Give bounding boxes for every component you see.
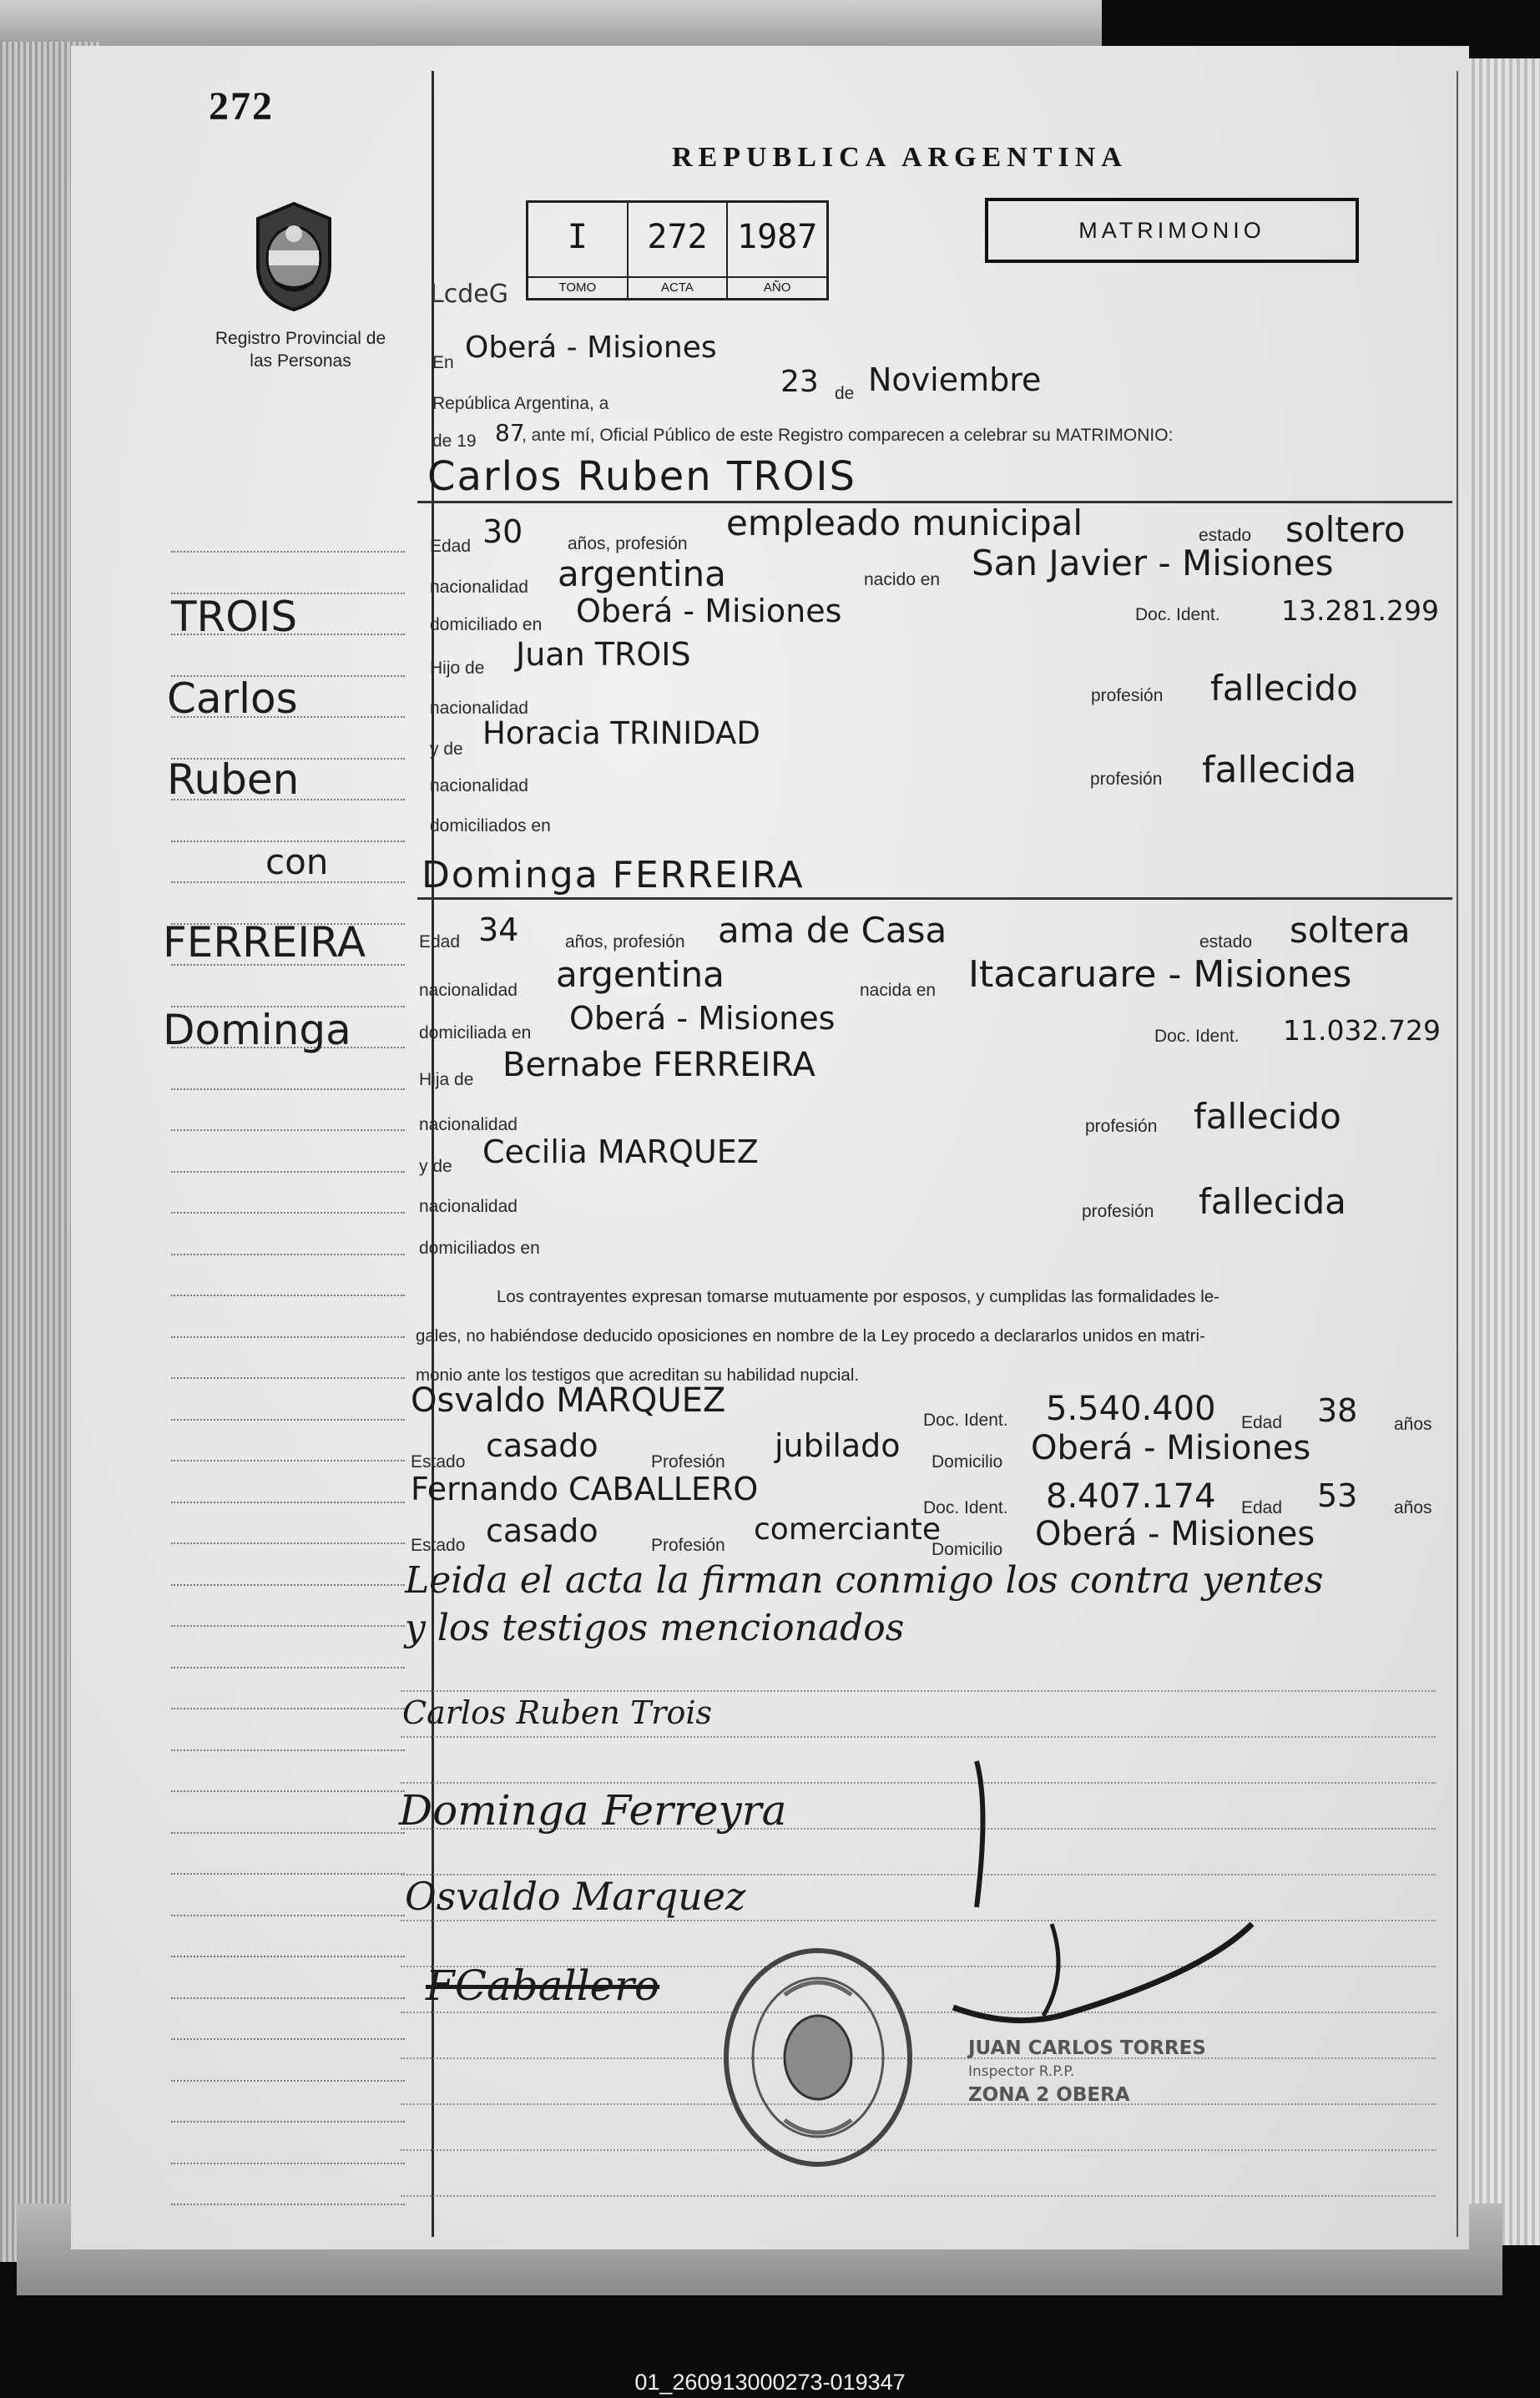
witness-1-profession: jubilado	[775, 1427, 901, 1464]
bride-mother-nac-label: nacionalidad	[419, 1197, 518, 1216]
de-label: de	[835, 384, 855, 403]
margin-surname-groom: TROIS	[171, 593, 298, 641]
signature-ruled-line	[401, 2195, 1436, 2197]
witness-2-domicilio-label: Domicilio	[932, 1540, 1003, 1559]
bride-father-label: Hija de	[419, 1070, 474, 1089]
groom-father-profession: fallecido	[1210, 668, 1358, 709]
margin-ruled-line	[171, 1129, 405, 1131]
tomo-value: I	[567, 218, 588, 256]
bride-parents-dom-label: domiciliados en	[419, 1239, 540, 1258]
witness-1-name: Osvaldo MARQUEZ	[411, 1381, 726, 1420]
closing-line-2: y los testigos mencionados	[405, 1607, 905, 1649]
margin-ruled-line	[171, 1502, 405, 1503]
groom-parents-dom-label: domiciliados en	[430, 816, 551, 836]
margin-ruled-line	[171, 1171, 405, 1173]
witness-1-anos-label: años	[1394, 1415, 1432, 1434]
section-divider	[417, 897, 1452, 900]
bride-doc-label: Doc. Ident.	[1154, 1027, 1240, 1046]
witness-2-address: Oberá - Misiones	[1035, 1515, 1315, 1553]
witness-2-doc-label: Doc. Ident.	[923, 1498, 1008, 1517]
acta-cell	[629, 203, 729, 298]
signature-bride: Dominga Ferreyra	[399, 1786, 787, 1835]
groom-father-prof-label: profesión	[1091, 686, 1164, 705]
margin-ruled-line	[171, 1915, 405, 1916]
official-signature-flourish-icon	[952, 1757, 1540, 2074]
declaration-text	[416, 1277, 1438, 1395]
tomo-label: TOMO	[528, 276, 627, 295]
bride-doc-id: 11.032.729	[1283, 1014, 1441, 1047]
groom-age: 30	[482, 513, 523, 550]
signature-groom: Carlos Ruben Trois	[402, 1694, 713, 1731]
margin-ruled-line	[171, 2080, 405, 2082]
margin-ruled-line	[171, 2038, 405, 2040]
de19-label: de 19	[432, 432, 477, 451]
witness-1-age: 38	[1317, 1392, 1358, 1429]
bride-father-prof-label: profesión	[1085, 1117, 1158, 1136]
witness-1-address: Oberá - Misiones	[1031, 1429, 1311, 1467]
margin-ruled-line	[171, 1212, 405, 1214]
registry-name: Registro Provincial de las Personas	[215, 329, 386, 371]
margin-ruled-line	[171, 2204, 405, 2205]
bride-domicilio-label: domiciliada en	[419, 1023, 532, 1042]
groom-mother: Horacia TRINIDAD	[482, 715, 760, 751]
margin-ruled-line	[171, 1956, 405, 1957]
bride-nacionalidad-label: nacionalidad	[419, 981, 518, 1000]
closing-line-1: Leida el acta la firman conmigo los contra yentes	[405, 1559, 1324, 1602]
bride-estado-label: estado	[1199, 932, 1253, 952]
witness-2-doc-id: 8.407.174	[1046, 1477, 1216, 1516]
margin-ruled-line	[171, 1749, 405, 1751]
anio-cell	[728, 203, 826, 298]
groom-profesion-label: años, profesión	[568, 534, 688, 553]
groom-father: Juan TROIS	[516, 636, 691, 673]
signature-ruled-line	[401, 2149, 1436, 2151]
groom-mother-label: y de	[430, 740, 463, 759]
groom-father-label: Hijo de	[430, 659, 485, 678]
signature-ruled-line	[401, 2103, 1436, 2105]
marriage-month: Noviembre	[868, 361, 1042, 398]
margin-ruled-line	[171, 1419, 405, 1421]
witness-2-edad-label: Edad	[1241, 1498, 1283, 1517]
signature-ruled-line	[401, 1690, 1436, 1692]
bride-mother-profession: fallecida	[1199, 1181, 1346, 1222]
margin-con: con	[265, 841, 329, 882]
margin-ruled-line	[171, 1336, 405, 1338]
bride-birthplace: Itacaruare - Misiones	[968, 953, 1352, 996]
groom-marital-status: soltero	[1285, 509, 1406, 550]
groom-mother-nac-label: nacionalidad	[430, 776, 528, 795]
official-stamp-title: Inspector R.P.P.	[968, 2063, 1075, 2080]
groom-doc-label: Doc. Ident.	[1135, 605, 1220, 624]
marriage-day: 23	[780, 365, 819, 399]
witness-1-edad-label: Edad	[1241, 1413, 1283, 1432]
groom-father-nac-label: nacionalidad	[430, 699, 528, 718]
margin-ruled-line	[171, 2121, 405, 2123]
margin-ruled-line	[171, 1625, 405, 1627]
margin-ruled-line	[171, 1997, 405, 1999]
republica-label: República Argentina, a	[432, 394, 609, 413]
document-type-box	[985, 198, 1359, 263]
bride-mother-label: y de	[419, 1157, 452, 1176]
margin-ruled-line	[171, 1460, 405, 1462]
margin-ruled-line	[171, 1542, 405, 1544]
margin-ruled-line	[171, 551, 405, 553]
witness-2-age: 53	[1317, 1477, 1358, 1514]
groom-domicilio-label: domiciliado en	[430, 615, 543, 634]
groom-estado-label: estado	[1199, 526, 1252, 545]
bride-profesion-label: años, profesión	[565, 932, 685, 952]
bride-marital-status: soltera	[1290, 910, 1411, 951]
declaration-line-1: Los contrayentes expresan tomarse mutuamente por esposos, y cumplidas las formalidades le-	[497, 1287, 1219, 1306]
witness-1-domicilio-label: Domicilio	[932, 1452, 1003, 1472]
margin-ruled-line	[171, 1667, 405, 1669]
witness-2-name: Fernando CABALLERO	[411, 1471, 759, 1507]
margin-ruled-line	[171, 1295, 405, 1296]
bride-father-nac-label: nacionalidad	[419, 1115, 518, 1134]
groom-profession: empleado municipal	[726, 502, 1083, 543]
margin-code: LcdeG	[430, 280, 508, 309]
bride-father-profession: fallecido	[1194, 1096, 1341, 1137]
witness-1-doc-id: 5.540.400	[1046, 1390, 1216, 1428]
document-header-title: REPUBLICA ARGENTINA	[672, 142, 1128, 173]
margin-surname-bride: FERREIRA	[163, 918, 366, 967]
official-stamp-zone: ZONA 2 OBERA	[968, 2084, 1130, 2106]
groom-nacido-label: nacido en	[864, 570, 941, 589]
margin-ruled-line	[171, 1254, 405, 1255]
witness-2-anos-label: años	[1394, 1498, 1432, 1517]
official-stamp-name: JUAN CARLOS TORRES	[968, 2037, 1206, 2059]
margin-ruled-line	[171, 1584, 405, 1586]
document-type: MATRIMONIO	[1078, 217, 1265, 243]
groom-nationality: argentina	[558, 553, 726, 594]
witness-2-estado-label: Estado	[411, 1536, 466, 1555]
witness-2-status: casado	[486, 1512, 598, 1549]
acta-value: 272	[647, 218, 708, 256]
witness-1-doc-label: Doc. Ident.	[923, 1411, 1008, 1430]
witness-2-profession: comerciante	[754, 1512, 941, 1547]
declaration-line-2: gales, no habiéndose deducido oposiciones en nombre de la Ley procedo a declararlos unidos en matri-	[416, 1326, 1205, 1345]
groom-mother-profession: fallecida	[1202, 749, 1357, 791]
witness-1-profesion-label: Profesión	[651, 1452, 725, 1472]
margin-given-name-bride: Dominga	[163, 1006, 351, 1054]
signature-witness-1: Osvaldo Marquez	[405, 1874, 746, 1919]
page-number: 272	[209, 84, 274, 129]
bride-profession: ama de Casa	[718, 910, 947, 951]
en-label: En	[432, 353, 454, 372]
witness-1-status: casado	[486, 1427, 598, 1464]
marriage-place: Oberá - Misiones	[465, 331, 717, 365]
witness-1-estado-label: Estado	[411, 1452, 466, 1472]
tomo-cell	[528, 203, 629, 298]
margin-ruled-line	[171, 1708, 405, 1709]
groom-birthplace: San Javier - Misiones	[972, 543, 1334, 583]
anio-value: 1987	[737, 218, 818, 256]
bride-father: Bernabe FERREIRA	[502, 1046, 815, 1084]
margin-given-name-1: Carlos	[167, 674, 298, 723]
margin-ruled-line	[171, 1377, 405, 1379]
groom-nacionalidad-label: nacionalidad	[430, 578, 528, 597]
bride-nacida-label: nacida en	[860, 981, 937, 1000]
margin-ruled-line	[171, 1832, 405, 1834]
witness-2-profesion-label: Profesión	[651, 1536, 725, 1555]
official-seal-icon	[718, 1945, 918, 2170]
anio-label: AÑO	[728, 276, 826, 295]
bride-edad-label: Edad	[419, 932, 461, 952]
margin-ruled-line	[171, 2163, 405, 2164]
adjacent-page-strip	[0, 0, 1102, 50]
bride-mother: Cecilia MARQUEZ	[482, 1133, 759, 1170]
bride-address: Oberá - Misiones	[569, 1000, 836, 1037]
margin-ruled-line	[171, 1873, 405, 1875]
coat-of-arms-icon	[246, 200, 342, 313]
declaration-line-3: monio ante los testigos que acreditan su habilidad nupcial.	[416, 1366, 860, 1385]
intro-closing-text: , ante mí, Oficial Público de este Registro comparecen a celebrar su MATRIMONIO:	[522, 426, 1174, 445]
margin-ruled-line	[171, 1088, 405, 1090]
official-stamp	[968, 2037, 1206, 2107]
bride-full-name: Dominga FERREIRA	[422, 854, 805, 896]
margin-ruled-line	[171, 1790, 405, 1792]
signature-witness-2: FCaballero	[426, 1961, 660, 2010]
bride-age: 34	[478, 911, 519, 948]
signature-ruled-line	[401, 1736, 1436, 1738]
groom-address: Oberá - Misiones	[576, 593, 842, 629]
groom-edad-label: Edad	[430, 537, 472, 556]
marriage-year: 87	[495, 419, 525, 447]
groom-doc-id: 13.281.299	[1281, 594, 1439, 627]
bride-mother-prof-label: profesión	[1082, 1202, 1154, 1221]
record-reference-box	[526, 200, 829, 300]
groom-full-name: Carlos Ruben TROIS	[427, 453, 857, 500]
bride-nationality: argentina	[556, 954, 725, 995]
acta-label: ACTA	[629, 276, 727, 295]
scan-caption: 01_260913000273-019347	[634, 2370, 906, 2395]
margin-given-name-2: Ruben	[167, 755, 300, 804]
groom-mother-prof-label: profesión	[1090, 770, 1163, 789]
